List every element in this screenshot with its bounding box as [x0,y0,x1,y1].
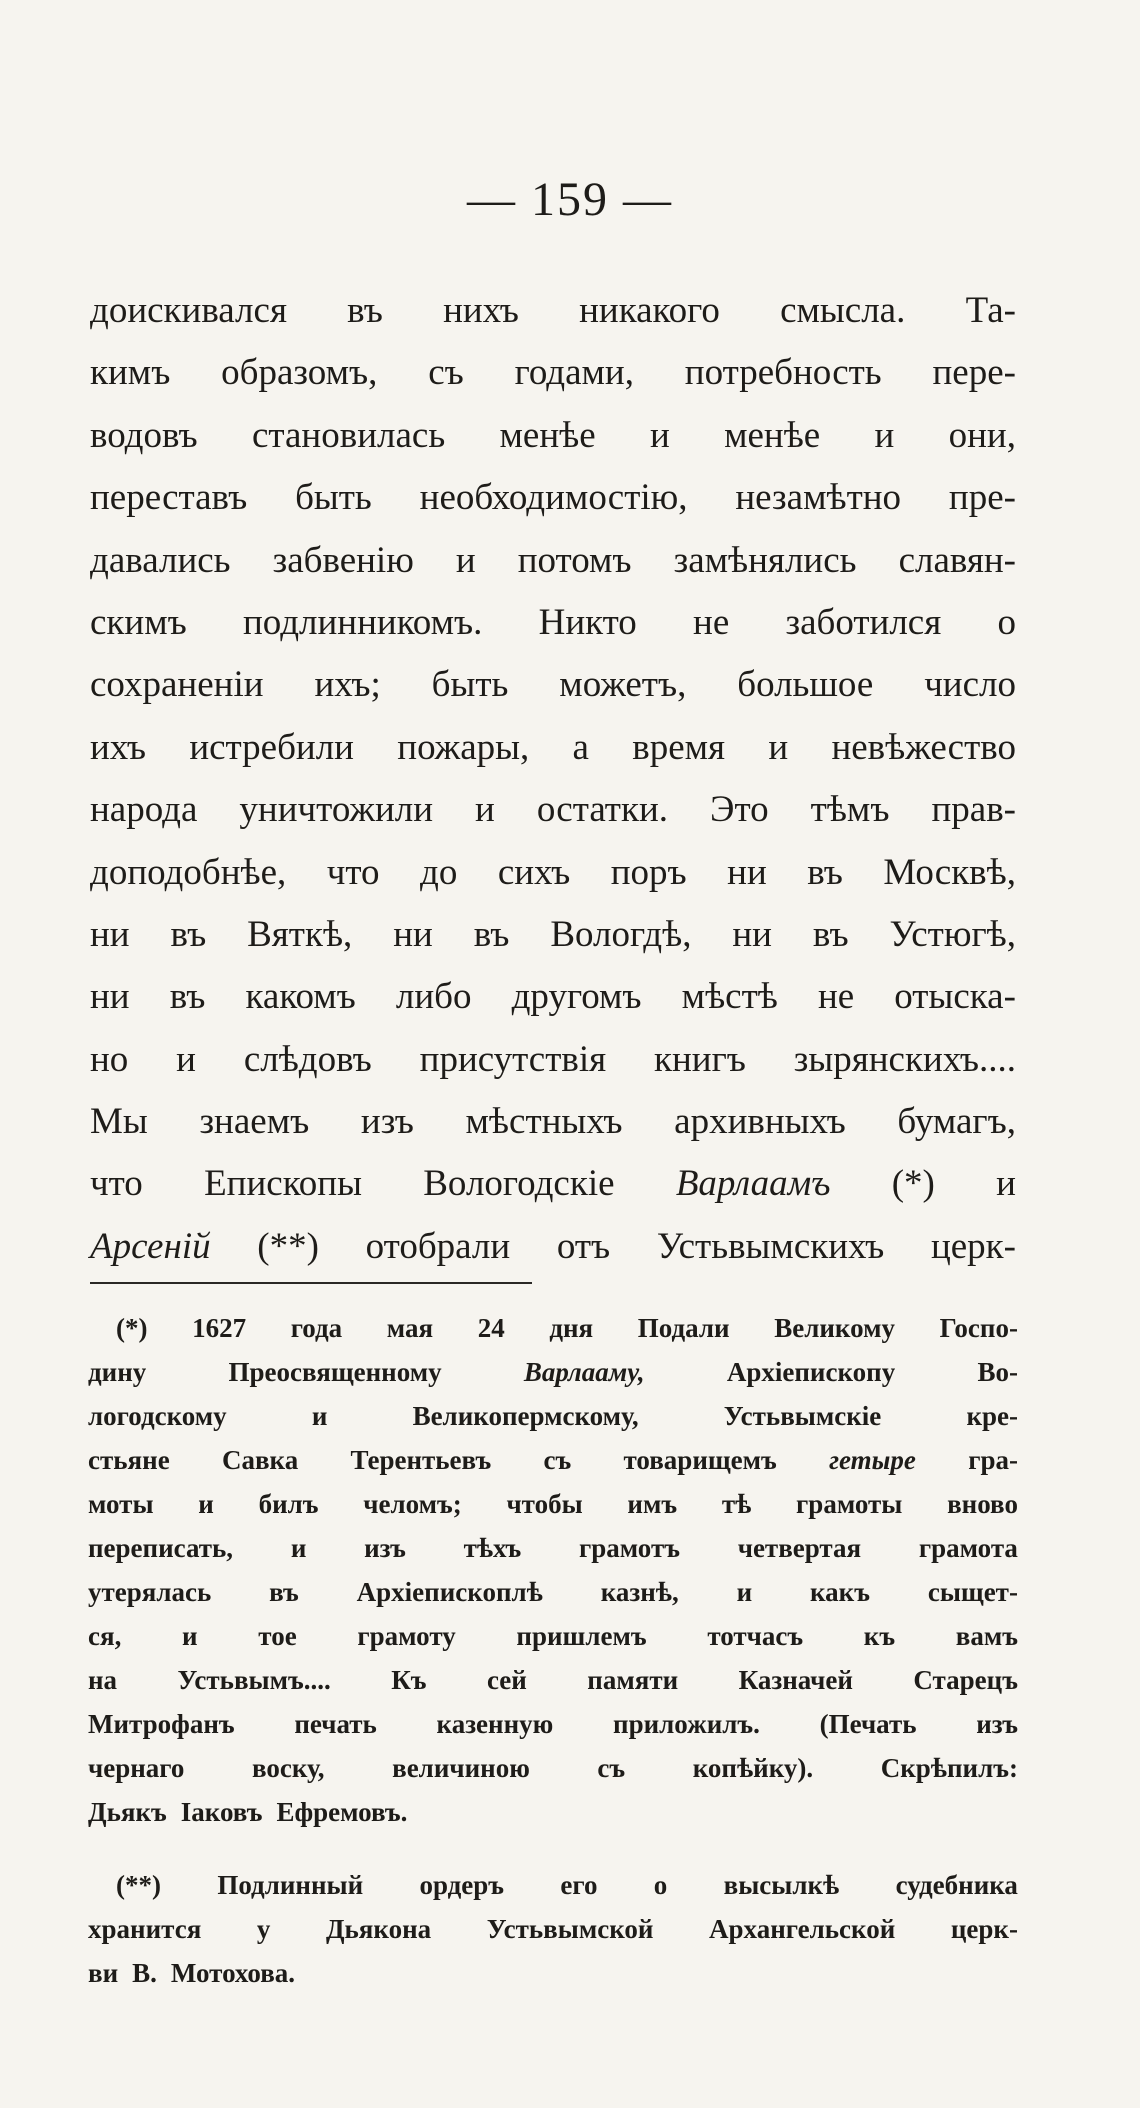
footnote-1-word: и [736,1577,753,1607]
footnote-1-line [88,1614,1018,1658]
main-text-word: не [693,601,730,643]
footnote-1-word: Госпо- [939,1313,1018,1343]
footnote-2-word: у [256,1914,271,1944]
main-text-word: потомъ [517,539,632,581]
footnote-1-word: съ [597,1753,626,1783]
main-text-word: доискивался [90,290,287,331]
main-text-line [90,717,1016,779]
main-text-word: и [768,726,789,768]
main-text-word: ни [90,976,130,1018]
footnote-1-word: утерялась [88,1577,212,1607]
main-text-word: ихъ [90,726,147,768]
main-text-word: они, [948,414,1016,456]
main-text-word: становилась [251,414,446,456]
main-text-word: ни [393,913,433,955]
footnote-2-word: хранится [88,1914,202,1944]
footnote-1-word: чернаго [88,1753,185,1783]
footnote-1-word: имъ [627,1489,678,1519]
main-text-word: въ [347,290,383,331]
footnote-1-word: Великопермскому, [412,1401,639,1431]
main-text-word: слѣдовъ [243,1038,372,1080]
main-text-word: въ [473,913,510,955]
footnote-1-word: съ [543,1445,572,1475]
footnote-1-word: тѣхъ [463,1533,522,1563]
main-text-line [90,904,1016,966]
main-text-word: церк- [930,1225,1016,1267]
footnote-1-word: и [311,1401,328,1431]
footnote-1-word: года [290,1313,343,1343]
main-text-word: скимъ [90,601,187,643]
main-text-line [90,530,1016,592]
footnote-1 [88,1306,1018,1834]
main-text-word: сихъ [497,851,571,893]
main-text-word: можетъ, [559,664,687,706]
main-text-line [90,779,1016,841]
main-text-word: (**) [257,1225,319,1267]
footnote-1-word: приложилъ. [613,1709,760,1739]
footnote-1-word: какъ [810,1577,870,1607]
footnote-1-word: билъ [258,1489,319,1519]
footnote-1-word: логодскому [88,1401,227,1431]
main-text-word: нихъ [443,290,519,331]
footnote-2-word: церк- [950,1914,1018,1944]
main-text-word: Устьвымскихъ [656,1225,885,1267]
main-text-line [90,342,1016,404]
footnote-1-word: (*) [116,1313,148,1343]
footnote-1-word: Савка [221,1445,299,1475]
footnote-1-word: Іаковъ [180,1797,263,1827]
main-text-word: и [475,789,495,831]
main-text-word: Никто [538,601,637,643]
main-text-word: большое [737,664,874,706]
footnote-1-line [88,1438,1018,1482]
main-text-word: тѣмъ [810,789,890,831]
footnote-1-word: величиною [392,1753,530,1783]
main-text-word: Это [710,789,769,831]
footnote-1-line [88,1746,1018,1790]
main-text-word: не [817,976,855,1018]
main-text-word: уничтожили [239,789,434,831]
main-text-line [90,280,1016,342]
footnote-1-word: пришлемъ [516,1621,647,1651]
main-text-line [90,1029,1016,1091]
footnote-1-word: Дьякъ [88,1797,167,1827]
footnote-1-word: Во- [977,1357,1018,1387]
footnote-1-word: Подали [637,1313,730,1343]
footnote-2-line [88,1863,1018,1907]
footnote-1-word: гетыре [829,1445,916,1475]
footnote-2-word: о [653,1870,668,1900]
main-text-word: годами, [514,352,634,394]
footnote-1-word: казнѣ, [600,1577,679,1607]
footnote-1-word: Варлааму, [523,1357,645,1387]
main-text-word: пожары, [397,726,530,768]
main-text-word: и [176,1038,196,1080]
footnote-divider [90,1282,532,1284]
main-text-word: менѣе [724,414,821,456]
main-text-word: Арсеній [90,1225,211,1267]
footnote-1-word: памяти [587,1665,679,1695]
main-text-word: образомъ, [221,352,378,394]
main-text-word: и [874,414,895,456]
main-text-word: съ [428,352,464,394]
footnote-1-word: Терентьевъ [350,1445,492,1475]
main-text-word: народа [90,789,198,831]
main-text-word: Епископы [204,1163,362,1205]
main-text-word: давались [90,539,231,581]
main-text-word: ни [90,913,130,955]
main-text-word: никакого [579,290,720,331]
footnote-2-word: Мотохова. [170,1958,296,1988]
footnote-1-word: къ [863,1621,896,1651]
main-text-word: (*) [891,1163,935,1205]
footnote-1-line [88,1570,1018,1614]
footnote-1-word: гра- [968,1445,1018,1475]
main-text-line [90,405,1016,467]
main-text-word: быть [431,664,509,706]
footnote-2-word: Подлинный [217,1870,364,1900]
footnote-1-word: въ [269,1577,299,1607]
main-text-word: незамѣтно [735,477,902,519]
footnote-1-word: тотчасъ [707,1621,804,1651]
footnote-1-word: Казначей [738,1665,853,1695]
footnote-1-word: мая [386,1313,434,1343]
footnote-2-word: его [560,1870,598,1900]
main-text-word: Вяткѣ, [247,913,353,955]
footnote-2-word: Дьякона [325,1914,432,1944]
main-text-word: необходимостію, [419,477,688,519]
main-text-word: и [455,539,476,581]
footnote-1-word: кре- [966,1401,1018,1431]
footnote-1-word: сей [486,1665,527,1695]
footnote-1-word: тѣ [721,1489,752,1519]
main-text-word: быть [295,477,372,519]
footnote-1-word: Скрѣпилъ: [880,1753,1018,1783]
footnote-1-word: казенную [436,1709,554,1739]
footnote-1-line [88,1482,1018,1526]
footnote-1-word: челомъ; [363,1489,462,1519]
footnote-1-word: изъ [364,1533,406,1563]
footnote-1-word: вамъ [955,1621,1018,1651]
main-text-word: книгъ [654,1038,746,1080]
footnote-1-word: 24 [477,1313,505,1343]
footnote-1-word: ся, [88,1621,122,1651]
footnote-1-word: Архіепископлѣ [356,1577,543,1607]
main-text-word: Устюгѣ, [889,913,1016,955]
main-text-word: менѣе [499,414,596,456]
footnote-1-word: Преосвященному [228,1357,442,1387]
main-text-word: въ [169,976,206,1018]
main-text-word: число [924,664,1016,706]
footnote-1-word: грамотъ [579,1533,680,1563]
footnote-1-word: Устьвымскіе [723,1401,882,1431]
main-text-word: ихъ; [314,664,381,706]
main-text-word: какомъ [245,976,356,1018]
footnote-2-line [88,1951,1018,1995]
footnote-2-line [88,1907,1018,1951]
footnote-1-word: Архіепископу [726,1357,896,1387]
footnote-2-word: ви [88,1958,119,1988]
footnote-1-word: дня [549,1313,594,1343]
footnote-1-word: копѣйку). [692,1753,814,1783]
main-text-word: поръ [610,851,687,893]
main-text-word: но [90,1038,129,1080]
footnote-1-word: на [88,1665,118,1695]
main-text-line [90,654,1016,716]
main-text-word: Вологодскіе [423,1163,615,1205]
main-text-word: славян- [898,539,1016,581]
main-text-word: ни [732,913,772,955]
footnote-1-word: Къ [391,1665,427,1695]
footnote-2-word: Устьвымской [486,1914,654,1944]
footnote-1-word: грамоты [796,1489,903,1519]
footnote-1-word: 1627 [192,1313,247,1343]
main-text-word: а [572,726,589,768]
main-text-word: до [420,851,458,893]
footnote-1-word: стьяне [88,1445,170,1475]
footnote-2-word: В. [132,1958,157,1988]
footnote-1-word: изъ [976,1709,1018,1739]
main-text-word: кимъ [90,352,171,394]
main-text-word: прав- [931,789,1016,831]
footnote-1-word: сыщет- [927,1577,1018,1607]
main-text-word: смысла. [780,290,906,331]
footnote-2-word: (**) [116,1870,161,1900]
main-text-word: отъ [556,1225,611,1267]
footnote-1-line [88,1702,1018,1746]
main-text-word: что [90,1163,143,1205]
main-text-word: знаемъ [199,1101,310,1143]
main-text-word: подлинникомъ. [242,601,483,643]
main-text-word: и [649,414,670,456]
footnote-1-word: переписать, [88,1533,234,1563]
footnote-2-word: Архангельской [709,1914,896,1944]
main-text-line [90,1153,1016,1215]
main-text-word: истребили [189,726,354,768]
main-text-word: присутствія [419,1038,607,1080]
footnote-1-word: товарищемъ [623,1445,777,1475]
main-text-word: Мы [90,1101,148,1143]
footnote-1-word: грамоту [357,1621,456,1651]
footnote-1-word: Великому [774,1313,895,1343]
main-text-block [90,280,1016,1278]
main-text-word: въ [807,851,843,893]
main-text-word: Москвѣ, [883,851,1016,893]
footnote-2-word: судебника [895,1870,1018,1900]
footnote-1-word: Старецъ [913,1665,1018,1695]
footnote-1-word: вново [947,1489,1018,1519]
main-text-word: Вологдѣ, [550,913,692,955]
footnote-1-word: и [198,1489,214,1519]
footnote-1-word: дину [88,1357,147,1387]
footnote-1-line [88,1526,1018,1570]
footnote-1-word: тое [258,1621,297,1651]
footnote-1-line [88,1306,1018,1350]
main-text-line [90,966,1016,1028]
main-text-line [90,1216,1016,1278]
footnote-1-line [88,1350,1018,1394]
footnote-2-word: высылкѣ [723,1870,840,1900]
footnote-1-word: грамота [918,1533,1018,1563]
footnote-1-line [88,1658,1018,1702]
main-text-word: сохраненіи [90,664,264,706]
main-text-word: другомъ [511,976,642,1018]
main-text-line [90,842,1016,904]
main-text-word: ни [727,851,767,893]
footnote-2 [88,1863,1018,1995]
main-text-word: забвенію [272,539,414,581]
footnote-1-word: воску, [251,1753,325,1783]
main-text-word: замѣнялись [673,539,857,581]
footnote-1-line [88,1394,1018,1438]
main-text-word: пере- [932,352,1016,394]
main-text-word: архивныхъ [674,1101,846,1143]
main-text-word: либо [395,976,472,1018]
main-text-word: бумагъ, [897,1101,1016,1143]
main-text-word: отыска- [894,976,1016,1018]
main-text-word: водовъ [90,414,198,456]
main-text-word: отобрали [365,1225,511,1267]
main-text-word: Та- [965,290,1016,331]
main-text-word: мѣстѣ [681,976,778,1018]
main-text-word: изъ [360,1101,414,1143]
footnote-1-word: (Печать [819,1709,917,1739]
footnote-1-word: Ефремовъ. [276,1797,408,1827]
footnote-1-line [88,1790,1018,1834]
main-text-word: время [632,726,726,768]
main-text-word: пре- [948,477,1016,519]
page-number: — 159 — [467,173,673,226]
footnote-1-word: моты [88,1489,154,1519]
main-text-word: заботился [785,601,942,643]
main-text-word: и [996,1163,1016,1205]
main-text-word: потребность [684,352,882,394]
footnote-1-word: и [182,1621,198,1651]
main-text-word: въ [812,913,849,955]
main-text-word: доподобнѣе, [90,851,287,893]
main-text-word: невѣжество [831,726,1016,768]
footnote-1-word: и [290,1533,307,1563]
footnote-1-word: чтобы [506,1489,583,1519]
main-text-word: переставъ [90,477,248,519]
main-text-word: о [997,601,1016,643]
main-text-line [90,1091,1016,1153]
main-text-word: мѣстныхъ [465,1101,623,1143]
footnote-1-word: Устьвымъ.... [177,1665,331,1695]
main-text-line [90,592,1016,654]
footnote-1-word: печать [294,1709,377,1739]
main-text-word: остатки. [536,789,669,831]
main-text-line [90,467,1016,529]
main-text-word: зырянскихъ.... [793,1038,1016,1080]
main-text-word: что [326,851,380,893]
main-text-word: въ [170,913,207,955]
footnote-1-word: Митрофанъ [88,1709,235,1739]
footnote-1-word: четвертая [737,1533,862,1563]
main-text-word: Варлаамъ [675,1163,831,1205]
footnote-2-word: ордеръ [419,1870,505,1900]
